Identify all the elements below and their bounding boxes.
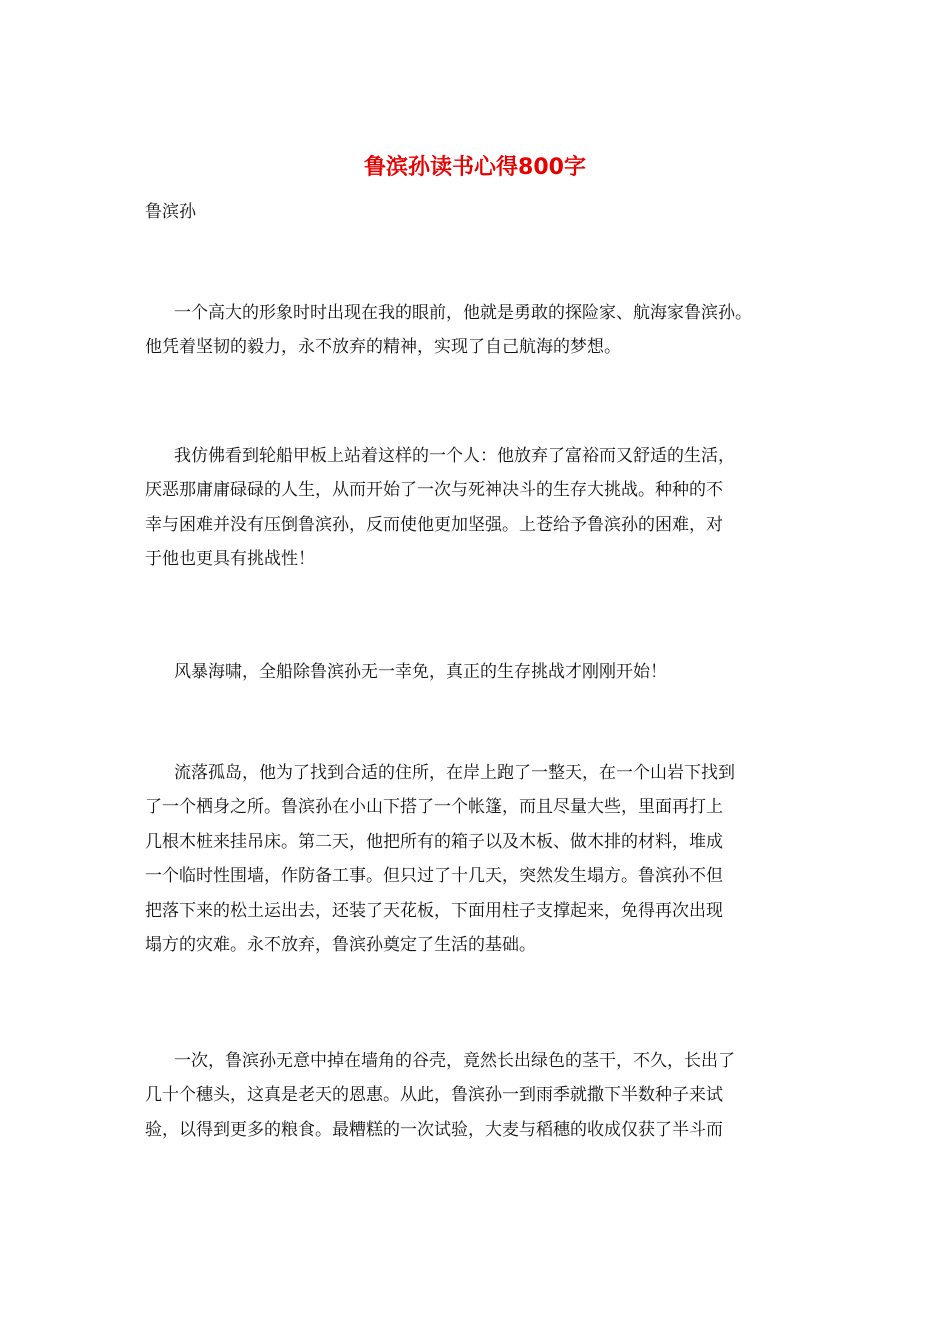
paragraph-line: 了一个栖身之所。鲁滨孙在小山下搭了一个帐篷，而且尽量大些，里面再打上 [145,797,723,818]
paragraph-4 [145,756,815,962]
paragraph-line: 流落孤岛，他为了找到合适的住所，在岸上跑了一整天，在一个山岩下找到 [174,763,735,783]
document-subtitle: 鲁滨孙 [145,202,196,222]
paragraph-line: 验，以得到更多的粮食。最糟糕的一次试验，大麦与稻穗的收成仅获了半斗而 [145,1119,723,1140]
paragraph-2 [145,439,815,577]
paragraph-line: 他凭着坚韧的毅力，永不放弃的精神，实现了自己航海的梦想。 [145,337,621,358]
paragraph-line: 几根木桩来挂吊床。第二天，他把所有的箱子以及木板、做木排的材料，堆成 [145,831,723,852]
paragraph-3 [145,655,815,689]
paragraph-5 [145,1044,815,1147]
paragraph-line: 一次，鲁滨孙无意中掉在墙角的谷壳，竟然长出绿色的茎干，不久，长出了 [174,1051,735,1071]
paragraph-line: 一个临时性围墙，作防备工事。但只过了十几天，突然发生塌方。鲁滨孙不但 [145,866,723,887]
paragraph-line: 一个高大的形象时时出现在我的眼前，他就是勇敢的探险家、航海家鲁滨孙。 [174,303,752,323]
paragraph-line: 厌恶那庸庸碌碌的人生，从而开始了一次与死神决斗的生存大挑战。种种的不 [145,480,723,501]
paragraph-line: 把落下来的松土运出去，还装了天花板，下面用柱子支撑起来，免得再次出现 [145,900,723,921]
paragraph-line: 几十个穗头，这真是老天的恩惠。从此，鲁滨孙一到雨季就撒下半数种子来试 [145,1085,723,1106]
paragraph-1 [145,296,815,365]
paragraph-line: 我仿佛看到轮船甲板上站着这样的一个人：他放弃了富裕而又舒适的生活， [174,446,735,466]
document-title: 鲁滨孙读书心得800字 [364,155,586,180]
paragraph-line: 风暴海啸，全船除鲁滨孙无一幸免，真正的生存挑战才刚刚开始！ [174,662,667,682]
paragraph-line: 塌方的灾难。永不放弃，鲁滨孙奠定了生活的基础。 [145,935,536,956]
paragraph-line: 于他也更具有挑战性！ [145,549,315,570]
paragraph-line: 幸与困难并没有压倒鲁滨孙，反而使他更加坚强。上苍给予鲁滨孙的困难，对 [145,514,723,535]
